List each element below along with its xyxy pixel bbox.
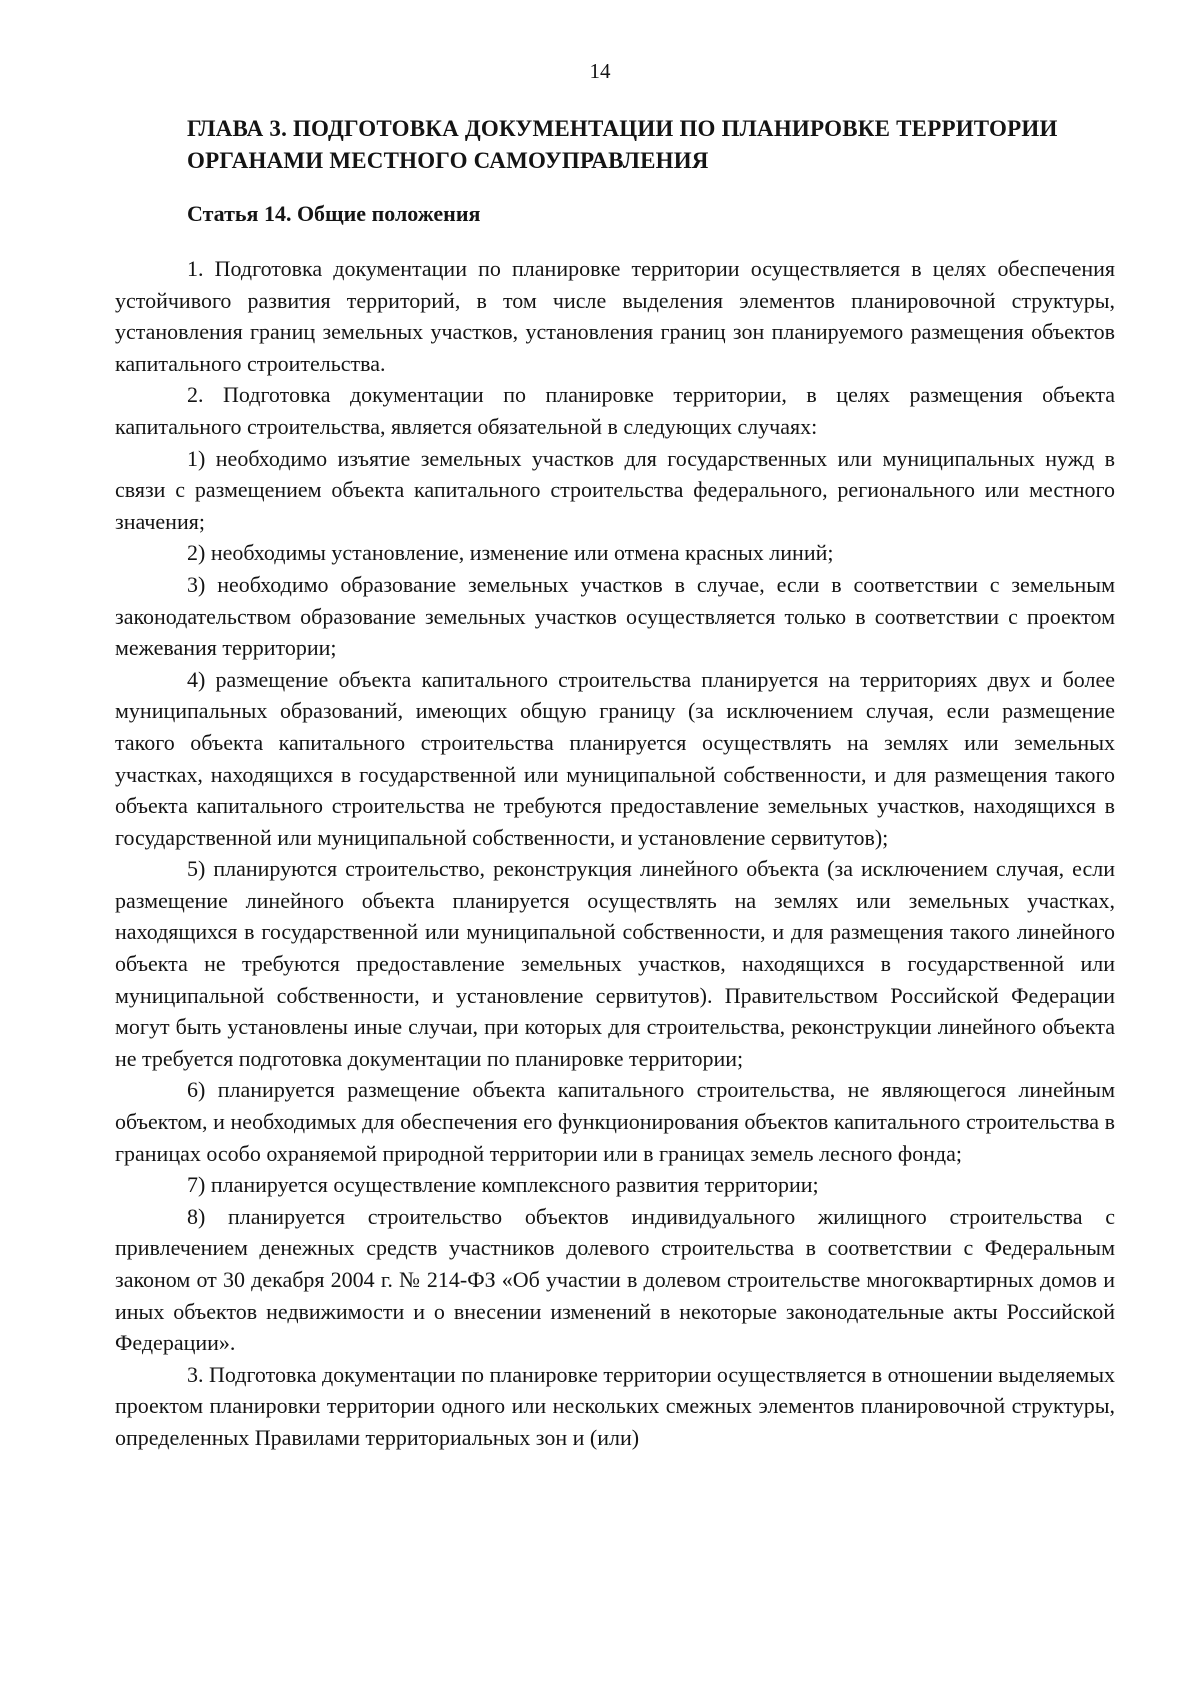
chapter-title: ГЛАВА 3. ПОДГОТОВКА ДОКУМЕНТАЦИИ ПО ПЛАНИРОВКЕ ТЕРРИТОРИИ ОРГАНАМИ МЕСТНОГО САМОУПРАВЛЕНИЯ xyxy=(187,116,1058,173)
document-body xyxy=(115,113,1115,1454)
paragraph: 4) размещение объекта капитального строительства планируется на территориях двух и более муниципальных образований, имеющих общую границу (за исключением случая, если размещение такого объекта капитального строительства планируется осуществлять на землях или земельных участках, находящихся в государственной или муниципальной собственности, и для размещения такого объекта капитального строительства не требуются предоставление земельных участков, находящихся в государственной или муниципальной собственности, и установление сервитутов); xyxy=(115,666,1115,850)
paragraph: 3. Подготовка документации по планировке территории осуществляется в отношении выделяемых проектом планировки территории одного или нескольких смежных элементов планировочной структуры, определенных Правилами территориальных зон и (или) xyxy=(115,1361,1115,1450)
paragraph: 8) планируется строительство объектов индивидуального жилищного строительства с привлечением денежных средств участников долевого строительства в соответствии с Федеральным законом от 30 декабря 2004 г. № 214-ФЗ «Об участии в долевом строительстве многоквартирных домов и иных объектов недвижимости и о внесении изменений в некоторые законодательные акты Российской Федерации». xyxy=(115,1203,1115,1356)
page-number: 14 xyxy=(589,59,611,83)
paragraph: 3) необходимо образование земельных участков в случае, если в соответствии с земельным законодательством образование земельных участков осуществляется только в соответствии с проектом межевания территории; xyxy=(115,571,1115,661)
paragraph: 1) необходимо изъятие земельных участков для государственных или муниципальных нужд в связи с размещением объекта капитального строительства федерального, регионального или местного значения; xyxy=(115,445,1115,534)
paragraph: 2) необходимы установление, изменение или отмена красных линий; xyxy=(187,540,834,566)
article-title: Статья 14. Общие положения xyxy=(187,201,481,226)
article-text xyxy=(115,253,1115,1454)
paragraph: 5) планируются строительство, реконструкция линейного объекта (за исключением случая, если размещение линейного объекта планируется осуществлять на землях или земельных участках, находящихся в государственной или муниципальной собственности, и для размещения такого линейного объекта не требуются предоставление земельных участков, находящихся в государственной или муниципальной собственности, и установление сервитутов). Правительством Российской Федерации могут быть установлены иные случаи, при которых для строительства, реконструкции линейного объекта не требуется подготовка документации по планировке территории; xyxy=(115,856,1115,1071)
paragraph: 2. Подготовка документации по планировке территории, в целях размещения объекта капитального строительства, является обязательной в следующих случаях: xyxy=(115,382,1115,439)
paragraph: 7) планируется осуществление комплексного развития территории; xyxy=(187,1172,819,1198)
paragraph: 6) планируется размещение объекта капитального строительства, не являющегося линейным объектом, и необходимых для обеспечения его функционирования объектов капитального строительства в границах особо охраняемой природной территории или в границах земель лесного фонда; xyxy=(115,1077,1115,1166)
paragraph: 1. Подготовка документации по планировке территории осуществляется в целях обеспечения устойчивого развития территорий, в том числе выделения элементов планировочной структуры, установления границ земельных участков, установления границ зон планируемого размещения объектов капитального строительства. xyxy=(115,256,1115,376)
